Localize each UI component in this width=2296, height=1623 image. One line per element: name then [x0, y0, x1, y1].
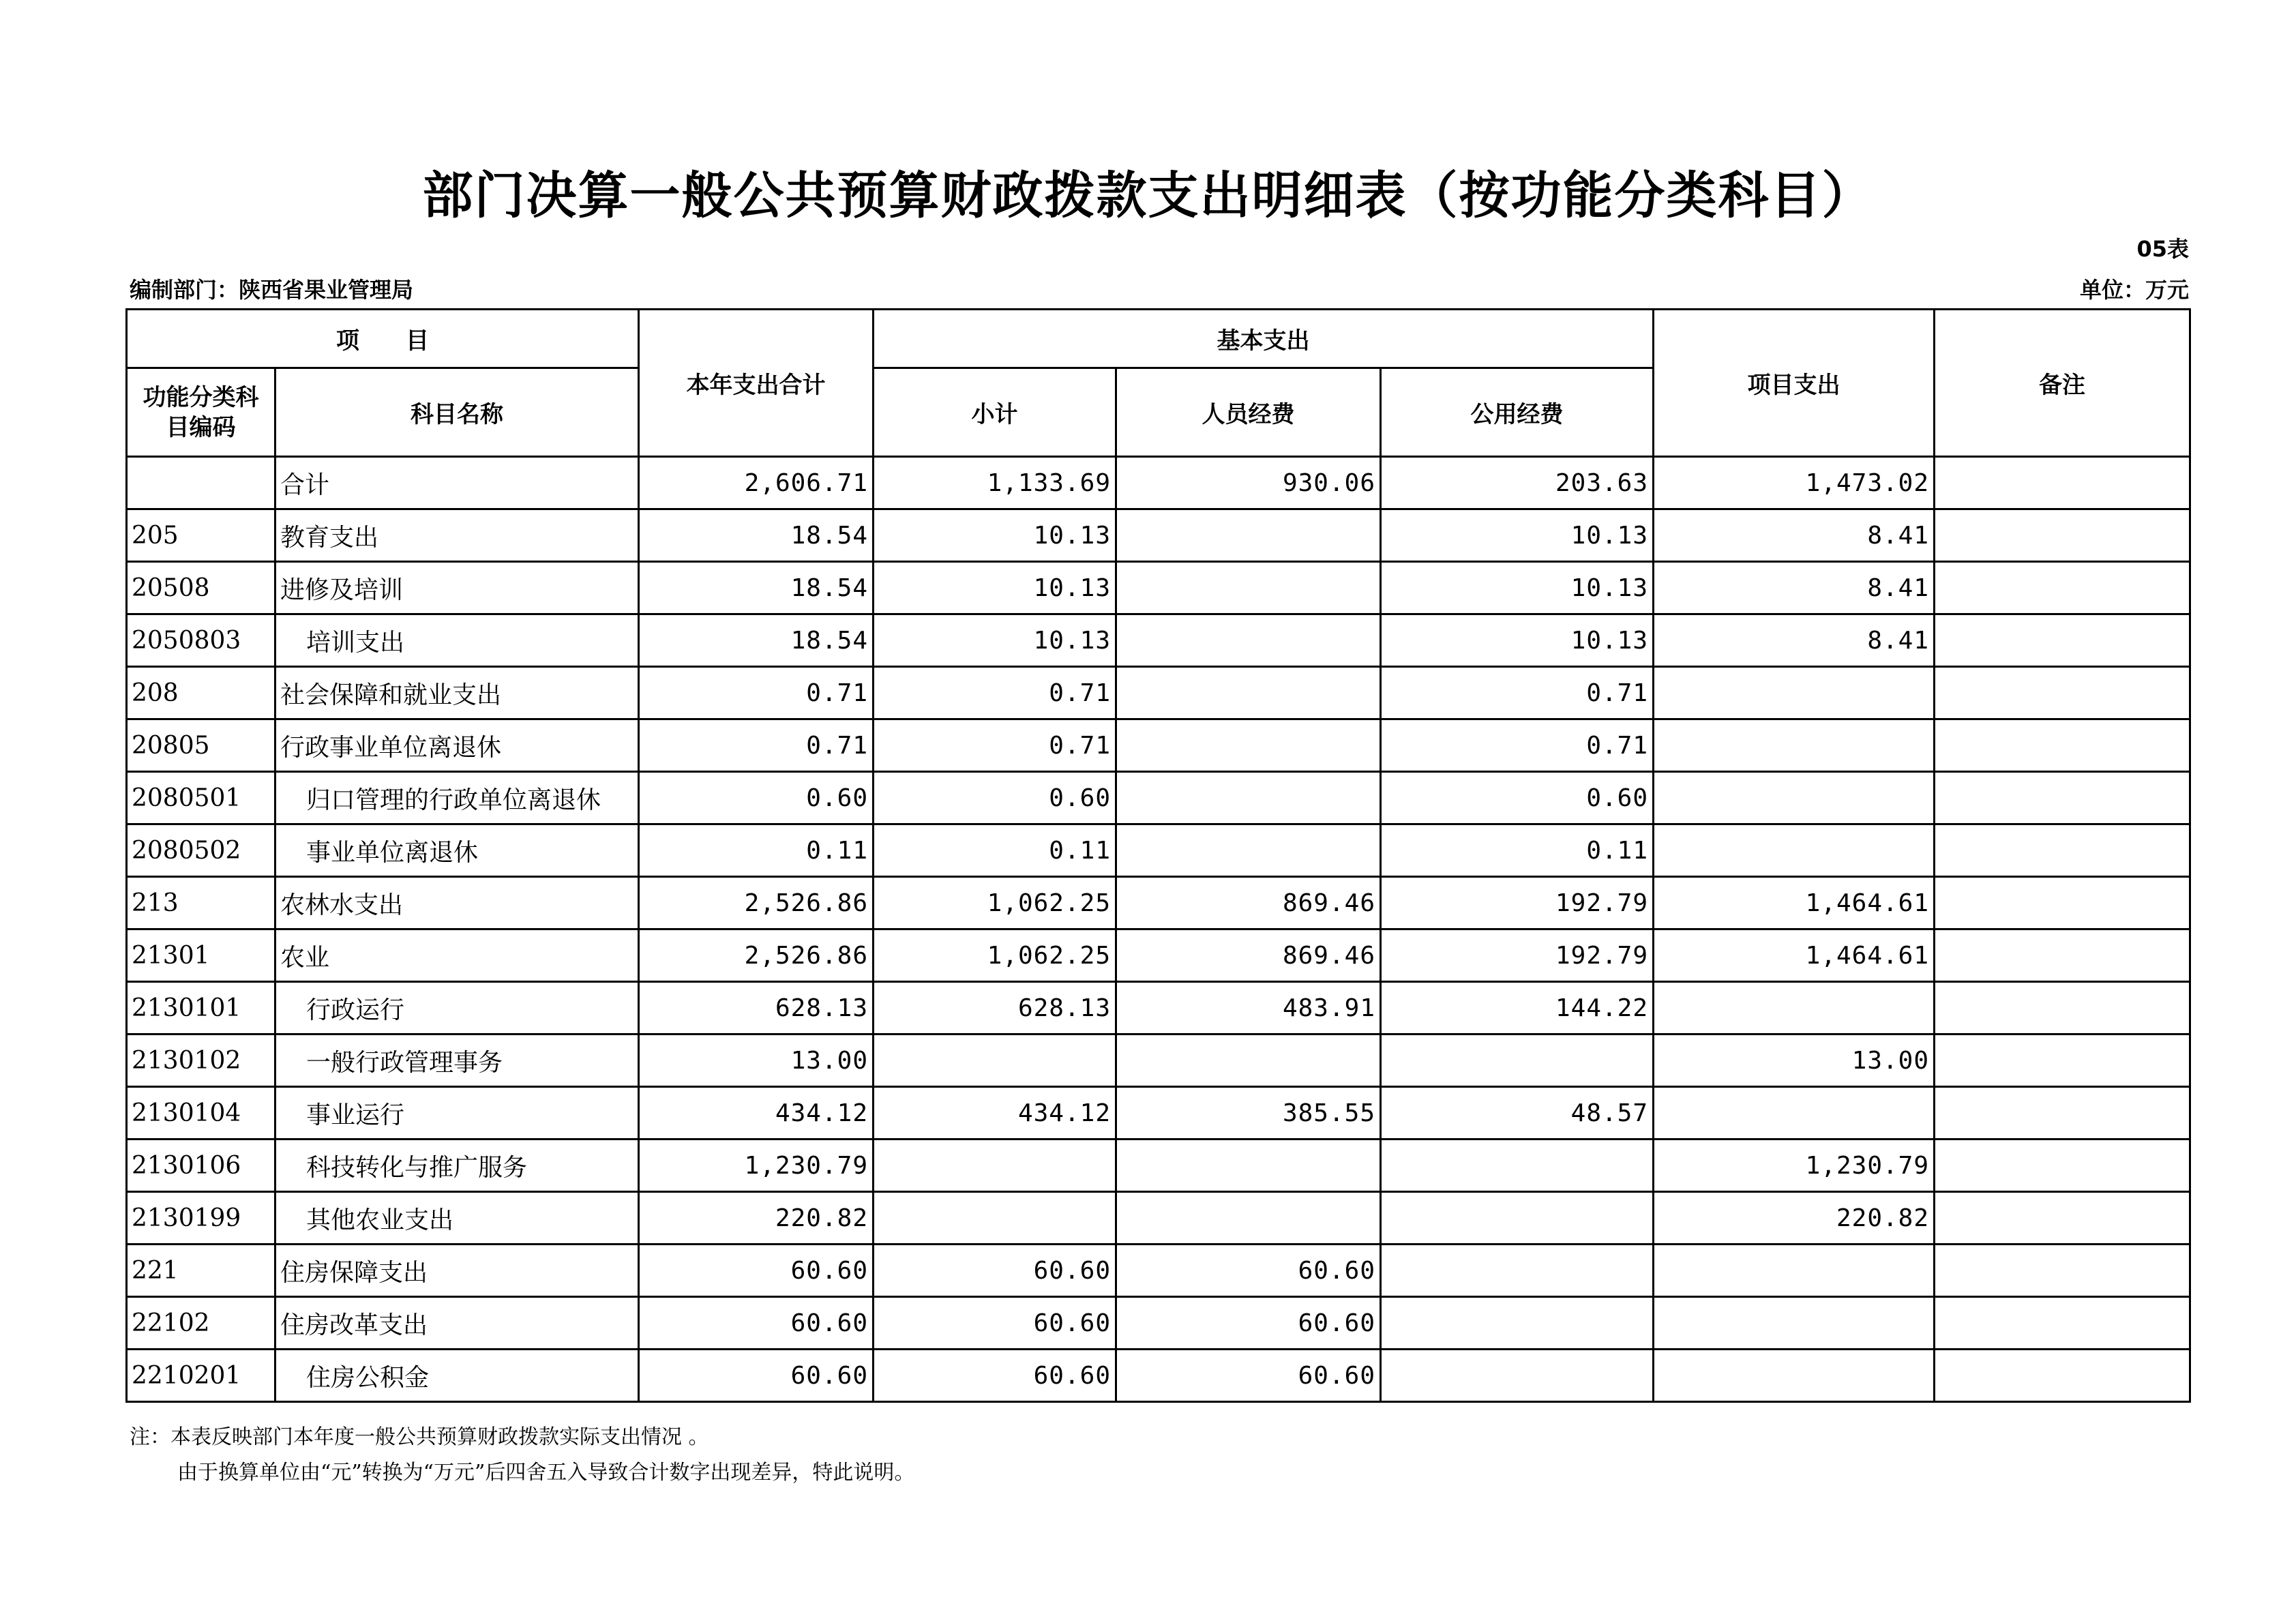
cell-code: 2130101 — [127, 982, 275, 1034]
cell-name: 农业 — [275, 929, 639, 982]
cell-total: 628.13 — [639, 982, 874, 1034]
table-row — [127, 1245, 2190, 1297]
cell-project — [1654, 1297, 1935, 1350]
cell-name: 教育支出 — [275, 509, 639, 562]
cell-personnel — [1116, 614, 1381, 667]
cell-name: 事业运行 — [275, 1087, 639, 1140]
cell-personnel — [1116, 1034, 1381, 1087]
cell-public — [1381, 1140, 1654, 1192]
header-total: 本年支出合计 — [639, 310, 874, 457]
cell-personnel — [1116, 719, 1381, 772]
cell-project: 1,464.61 — [1654, 929, 1935, 982]
cell-total: 18.54 — [639, 614, 874, 667]
cell-remark — [1935, 1192, 2190, 1245]
cell-total: 0.60 — [639, 772, 874, 824]
cell-name: 行政事业单位离退休 — [275, 719, 639, 772]
cell-total: 0.71 — [639, 667, 874, 719]
cell-public: 0.60 — [1381, 772, 1654, 824]
header-personnel: 人员经费 — [1116, 368, 1381, 457]
cell-code: 2050803 — [127, 614, 275, 667]
cell-subtotal: 60.60 — [874, 1245, 1116, 1297]
cell-code: 2130106 — [127, 1140, 275, 1192]
cell-name: 住房保障支出 — [275, 1245, 639, 1297]
cell-code — [127, 457, 275, 509]
note-2: 由于换算单位由“元”转换为“万元”后四舍五入导致合计数字出现差异，特此说明。 — [177, 1461, 915, 1485]
cell-public: 192.79 — [1381, 929, 1654, 982]
cell-total: 0.11 — [639, 824, 874, 877]
cell-public: 10.13 — [1381, 614, 1654, 667]
cell-name: 行政运行 — [275, 982, 639, 1034]
cell-total: 60.60 — [639, 1245, 874, 1297]
cell-name: 一般行政管理事务 — [275, 1034, 639, 1087]
cell-public — [1381, 1034, 1654, 1087]
cell-public: 10.13 — [1381, 562, 1654, 614]
cell-personnel — [1116, 667, 1381, 719]
table-row — [127, 1034, 2190, 1087]
cell-project: 1,230.79 — [1654, 1140, 1935, 1192]
cell-code: 205 — [127, 509, 275, 562]
cell-remark — [1935, 1140, 2190, 1192]
cell-name: 进修及培训 — [275, 562, 639, 614]
table-row — [127, 457, 2190, 509]
cell-remark — [1935, 1297, 2190, 1350]
cell-public — [1381, 1245, 1654, 1297]
cell-project — [1654, 1350, 1935, 1402]
cell-remark — [1935, 457, 2190, 509]
table-row — [127, 614, 2190, 667]
header-basic: 基本支出 — [874, 310, 1654, 368]
cell-project — [1654, 1087, 1935, 1140]
form-number: 05表 — [2136, 236, 2189, 262]
cell-code: 21301 — [127, 929, 275, 982]
cell-project — [1654, 824, 1935, 877]
table-row — [127, 1087, 2190, 1140]
cell-name: 培训支出 — [275, 614, 639, 667]
cell-total: 60.60 — [639, 1350, 874, 1402]
cell-remark — [1935, 562, 2190, 614]
cell-remark — [1935, 824, 2190, 877]
cell-public: 203.63 — [1381, 457, 1654, 509]
cell-project: 8.41 — [1654, 562, 1935, 614]
cell-public — [1381, 1192, 1654, 1245]
cell-code: 2130102 — [127, 1034, 275, 1087]
cell-total: 434.12 — [639, 1087, 874, 1140]
header-remark: 备注 — [1935, 310, 2190, 457]
cell-personnel — [1116, 772, 1381, 824]
cell-subtotal: 10.13 — [874, 614, 1116, 667]
cell-project — [1654, 982, 1935, 1034]
header-subtotal: 小计 — [874, 368, 1116, 457]
cell-name: 农林水支出 — [275, 877, 639, 929]
cell-personnel — [1116, 562, 1381, 614]
header-public: 公用经费 — [1381, 368, 1654, 457]
table-row — [127, 719, 2190, 772]
cell-subtotal: 60.60 — [874, 1297, 1116, 1350]
table-row — [127, 667, 2190, 719]
header-project: 项 目 — [127, 310, 639, 368]
cell-personnel: 60.60 — [1116, 1245, 1381, 1297]
cell-personnel — [1116, 1140, 1381, 1192]
cell-total: 220.82 — [639, 1192, 874, 1245]
table-row — [127, 1350, 2190, 1402]
cell-name: 社会保障和就业支出 — [275, 667, 639, 719]
cell-project — [1654, 719, 1935, 772]
cell-subtotal: 1,133.69 — [874, 457, 1116, 509]
cell-code: 20805 — [127, 719, 275, 772]
cell-public: 10.13 — [1381, 509, 1654, 562]
header-name: 科目名称 — [275, 368, 639, 457]
cell-name: 住房改革支出 — [275, 1297, 639, 1350]
cell-total: 2,606.71 — [639, 457, 874, 509]
cell-code: 2080502 — [127, 824, 275, 877]
cell-subtotal: 434.12 — [874, 1087, 1116, 1140]
cell-code: 213 — [127, 877, 275, 929]
table-row — [127, 562, 2190, 614]
cell-subtotal: 1,062.25 — [874, 929, 1116, 982]
table-body — [127, 457, 2190, 1402]
cell-code: 2210201 — [127, 1350, 275, 1402]
cell-remark — [1935, 1245, 2190, 1297]
cell-subtotal: 0.71 — [874, 667, 1116, 719]
cell-code: 208 — [127, 667, 275, 719]
cell-name: 合计 — [275, 457, 639, 509]
table-row — [127, 824, 2190, 877]
cell-personnel — [1116, 1192, 1381, 1245]
cell-project: 8.41 — [1654, 614, 1935, 667]
page-title: 部门决算一般公共预算财政拨款支出明细表（按功能分类科目） — [422, 166, 1874, 225]
cell-subtotal: 60.60 — [874, 1350, 1116, 1402]
cell-project: 1,473.02 — [1654, 457, 1935, 509]
cell-public: 0.11 — [1381, 824, 1654, 877]
cell-personnel — [1116, 824, 1381, 877]
cell-subtotal: 1,062.25 — [874, 877, 1116, 929]
cell-code: 2080501 — [127, 772, 275, 824]
cell-public: 0.71 — [1381, 667, 1654, 719]
cell-personnel: 930.06 — [1116, 457, 1381, 509]
notes — [130, 1420, 914, 1491]
cell-remark — [1935, 1034, 2190, 1087]
cell-subtotal: 0.11 — [874, 824, 1116, 877]
cell-name: 事业单位离退休 — [275, 824, 639, 877]
cell-public: 144.22 — [1381, 982, 1654, 1034]
cell-subtotal: 10.13 — [874, 562, 1116, 614]
cell-code: 221 — [127, 1245, 275, 1297]
cell-remark — [1935, 929, 2190, 982]
cell-total: 60.60 — [639, 1297, 874, 1350]
cell-personnel: 869.46 — [1116, 929, 1381, 982]
cell-name: 归口管理的行政单位离退休 — [275, 772, 639, 824]
cell-subtotal — [874, 1140, 1116, 1192]
cell-project — [1654, 1245, 1935, 1297]
header-project-expenditure: 项目支出 — [1654, 310, 1935, 457]
table-row — [127, 509, 2190, 562]
cell-personnel: 869.46 — [1116, 877, 1381, 929]
table-row — [127, 1192, 2190, 1245]
note-1: 注：本表反映部门本年度一般公共预算财政拨款实际支出情况 。 — [130, 1425, 709, 1449]
cell-personnel: 385.55 — [1116, 1087, 1381, 1140]
cell-project: 13.00 — [1654, 1034, 1935, 1087]
cell-remark — [1935, 1087, 2190, 1140]
cell-subtotal — [874, 1192, 1116, 1245]
cell-total: 1,230.79 — [639, 1140, 874, 1192]
compiling-department: 编制部门：陕西省果业管理局 — [130, 277, 414, 303]
table-row — [127, 929, 2190, 982]
cell-code: 22102 — [127, 1297, 275, 1350]
cell-personnel: 60.60 — [1116, 1350, 1381, 1402]
cell-remark — [1935, 1350, 2190, 1402]
cell-personnel — [1116, 509, 1381, 562]
cell-remark — [1935, 509, 2190, 562]
cell-personnel: 483.91 — [1116, 982, 1381, 1034]
cell-total: 13.00 — [639, 1034, 874, 1087]
expenditure-table — [125, 308, 2191, 1403]
cell-public — [1381, 1350, 1654, 1402]
cell-project: 1,464.61 — [1654, 877, 1935, 929]
cell-remark — [1935, 719, 2190, 772]
cell-subtotal: 628.13 — [874, 982, 1116, 1034]
cell-code: 20508 — [127, 562, 275, 614]
cell-public — [1381, 1297, 1654, 1350]
cell-project — [1654, 667, 1935, 719]
cell-public: 192.79 — [1381, 877, 1654, 929]
cell-remark — [1935, 877, 2190, 929]
cell-name: 其他农业支出 — [275, 1192, 639, 1245]
cell-subtotal: 0.60 — [874, 772, 1116, 824]
cell-remark — [1935, 614, 2190, 667]
cell-remark — [1935, 772, 2190, 824]
table-row — [127, 1297, 2190, 1350]
cell-total: 0.71 — [639, 719, 874, 772]
cell-public: 48.57 — [1381, 1087, 1654, 1140]
cell-code: 2130104 — [127, 1087, 275, 1140]
cell-total: 2,526.86 — [639, 877, 874, 929]
cell-project: 8.41 — [1654, 509, 1935, 562]
cell-remark — [1935, 982, 2190, 1034]
unit-label: 单位：万元 — [2079, 277, 2189, 303]
cell-subtotal: 0.71 — [874, 719, 1116, 772]
cell-personnel: 60.60 — [1116, 1297, 1381, 1350]
cell-remark — [1935, 667, 2190, 719]
cell-project: 220.82 — [1654, 1192, 1935, 1245]
cell-total: 18.54 — [639, 562, 874, 614]
cell-project — [1654, 772, 1935, 824]
header-code: 功能分类科目编码 — [127, 368, 275, 457]
table-row — [127, 982, 2190, 1034]
cell-name: 住房公积金 — [275, 1350, 639, 1402]
cell-total: 2,526.86 — [639, 929, 874, 982]
cell-code: 2130199 — [127, 1192, 275, 1245]
table-row — [127, 877, 2190, 929]
cell-total: 18.54 — [639, 509, 874, 562]
table-row — [127, 1140, 2190, 1192]
cell-name: 科技转化与推广服务 — [275, 1140, 639, 1192]
table-row — [127, 772, 2190, 824]
cell-public: 0.71 — [1381, 719, 1654, 772]
cell-subtotal: 10.13 — [874, 509, 1116, 562]
cell-subtotal — [874, 1034, 1116, 1087]
